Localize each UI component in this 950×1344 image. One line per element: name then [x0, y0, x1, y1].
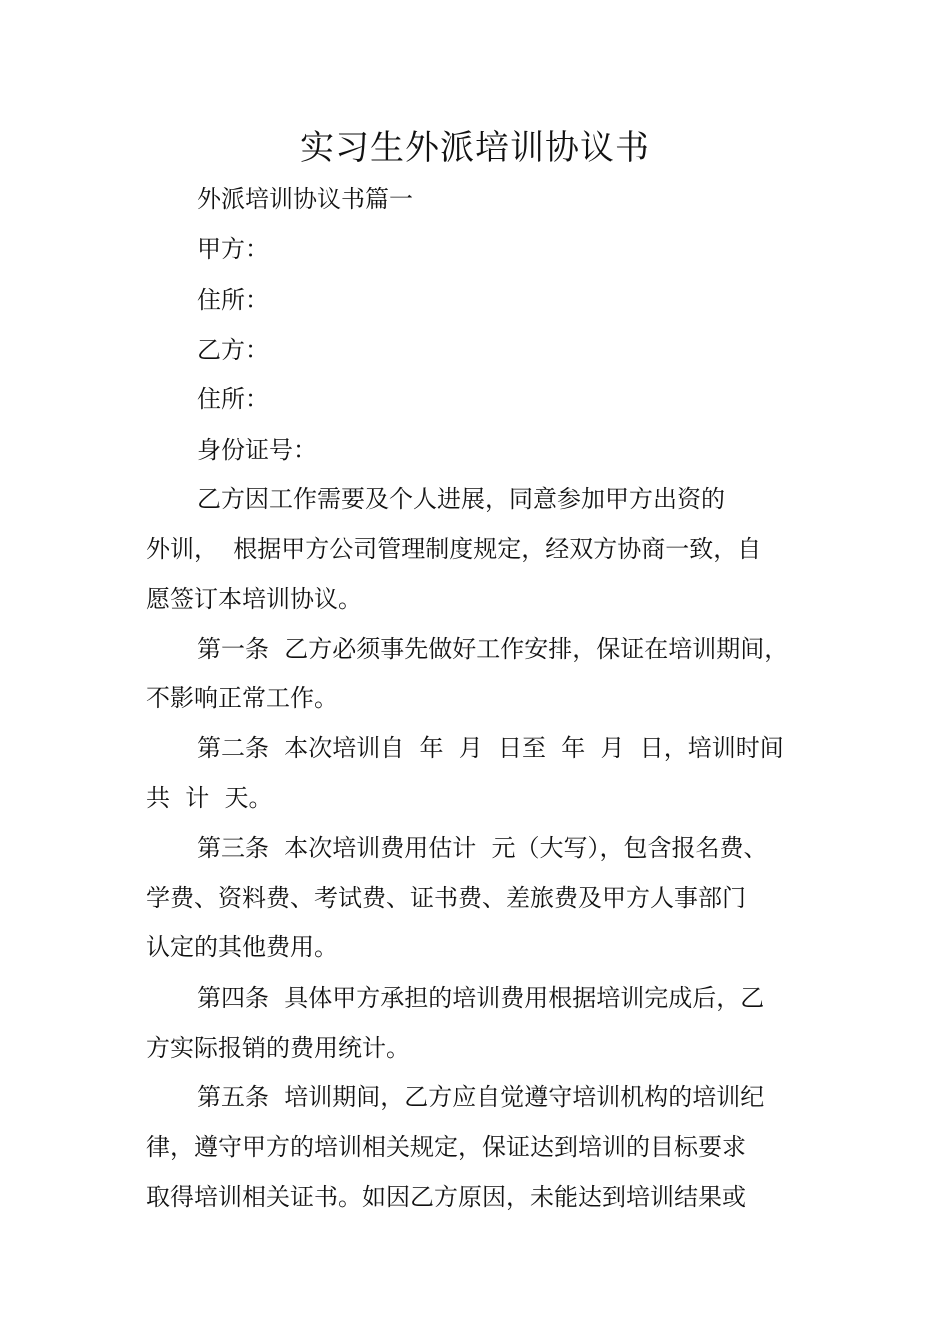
article2-line-2: 共 计 天。	[146, 784, 273, 812]
intro-line-2: 外训， 根据甲方公司管理制度规定，经双方协商一致，自	[146, 535, 762, 563]
article4-line-2: 方实际报销的费用统计。	[146, 1034, 410, 1062]
article5-line-2: 律，遵守甲方的培训相关规定，保证达到培训的目标要求	[146, 1133, 746, 1161]
article1-line-2: 不影响正常工作。	[146, 684, 338, 712]
article4-line-1: 第四条 具体甲方承担的培训费用根据培训完成后，乙	[197, 984, 765, 1012]
field-address-a: 住所：	[197, 286, 269, 314]
article3-line-2: 学费、资料费、考试费、证书费、差旅费及甲方人事部门	[146, 884, 746, 912]
intro-line-1: 乙方因工作需要及个人进展，同意参加甲方出资的	[197, 485, 725, 513]
article1-line-1: 第一条 乙方必须事先做好工作安排，保证在培训期间，	[197, 635, 789, 663]
intro-line-3: 愿签订本培训协议。	[146, 585, 362, 613]
article5-line-3: 取得培训相关证书。如因乙方原因，未能达到培训结果或	[146, 1183, 746, 1211]
field-id-number: 身份证号：	[197, 436, 317, 464]
article3-line-1: 第三条 本次培训费用估计 元（大写），包含报名费、	[197, 834, 768, 862]
field-party-a: 甲方：	[197, 235, 269, 263]
document-subtitle: 外派培训协议书篇一	[197, 185, 413, 213]
document-title: 实习生外派培训协议书	[300, 128, 650, 168]
field-address-b: 住所：	[197, 385, 269, 413]
article2-line-1: 第二条 本次培训自 年 月 日至 年 月 日，培训时间	[197, 734, 784, 762]
field-party-b: 乙方：	[197, 336, 269, 364]
article5-line-1: 第五条 培训期间，乙方应自觉遵守培训机构的培训纪	[197, 1083, 765, 1111]
article3-line-3: 认定的其他费用。	[146, 933, 338, 961]
